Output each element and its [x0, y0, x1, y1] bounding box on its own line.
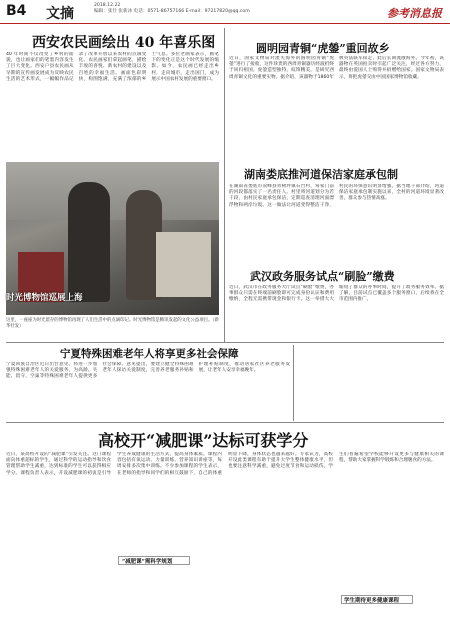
column-divider: [224, 28, 225, 342]
article-5-headline: 宁夏特殊困难老年人将享更多社会保障: [60, 348, 239, 360]
article-3-body: 在湖南省娄底市双峰县青树坪镇石台村，每家门前的河段都落实了一名责任人。村里将河道划分为若干段，由村民家庭承包保洁，定期巡查清理河面漂浮物和两岸垃圾。这一做法让河道变得整洁干净，村民的环保意识明显增强。据当地干部介绍，河道保洁家庭承包制实施以来，全村的河道环境显著改善，群众参与热情高涨。: [229, 184, 444, 208]
page-header: [0, 0, 450, 24]
header-meta: [94, 3, 264, 15]
article-5-body: 宁夏回族自治区近日出台意见，将进一步加强特殊困难老年人的关爱服务，为高龄、失能、留守、空巢等特殊困难老年人提供更多社会保障。意见提出，要建立健全特殊困难老年人探访关爱制度，完善养老服务补贴和护理补贴制度，推动居家社区养老服务发展，让老年人安享幸福晚年。: [6, 362, 290, 380]
article-6-subhead-1: “减肥课”需科学规划: [122, 559, 173, 565]
article-6-headline: 高校开“减肥课”达标可获学分: [98, 431, 309, 450]
article-1-body: 40 年时间不仅改变了乡村的面貌，也让画家们的笔墨内容发生了巨大变化。西安户县农民画从早期的宣传画发展成为反映农民生活的艺术形式，一幅幅作品记录了改革开放以来农村的点滴变化。农民画家们拿起画笔，描绘丰收的喜悦、新农村的建设以及百姓的幸福生活。画面色彩明快，构图饱满，充满了浓郁的乡土气息。多位老画家表示，画笔下的变化正是这个时代发展的缩影。如今，农民画已经走出乡村，走向城市，走出国门，成为展示中国农村发展的重要窗口。: [6, 52, 219, 82]
article-6-subhead-2: 学生期待更多健康课程: [344, 598, 400, 604]
date-line: 2018.12.22: [94, 3, 121, 8]
article-2-headline: 圆明园青铜“虎鎣”重回故乡: [256, 42, 390, 55]
article-3-headline: 湖南娄底推河道保洁家庭承包制: [244, 168, 398, 181]
editor-line: 编辑：张仕 张新沐 电话：0571-86757166 E-mail：97217820@qq.com: [94, 9, 250, 14]
section-title: 文摘: [46, 6, 74, 22]
article-4-body: 近日，武汉市在政务服务大厅试点“刷脸”缴费，办事群众只需在终端前刷脸即可完成身份认证和费用缴纳，全程无需携带现金和银行卡。这一举措大大缩短了群众的办事时间，提升了政务服务效率。据了解，目前试点已覆盖多个服务窗口，后续将在全市范围内推广。: [229, 285, 444, 303]
photo-overlay-title: 时光博物馆巡展上海: [6, 293, 83, 303]
row-divider: [6, 422, 444, 423]
page-number: B4: [6, 3, 27, 19]
photo-caption: 这里，一座座为时光留存的博物馆再现了人们生活中的点滴印记。时光博物馆是腾讯发起的文化公益项目。（新华社发）: [6, 318, 219, 329]
column-divider: [293, 345, 294, 421]
article-1-headline: 西安农民画绘出 40 年喜乐图: [32, 35, 216, 51]
article-2-body: 近日，国家文物局对流失海外的圆明园青铜“虎鎣”进行了接收，这件珍贵的西周青铜器历经波折终于回归祖国。虎鎣造型独特，纹饰精美，是研究西周青铜文化的重要实物。据介绍，该器物于1860年被英法联军掠走，此后长期流散海外。今年初，该器物在英国拍卖时引起广泛关注，经过各方努力，最终由爱国人士购得并捐赠给国家。国家文物局表示，将把虎鎣交由中国国家博物馆收藏。: [229, 56, 444, 80]
row-divider: [6, 342, 444, 343]
masthead-logo: 参考消息报: [387, 7, 442, 20]
article-4-headline: 武汉政务服务试点“刷脸”缴费: [250, 270, 395, 283]
article-6-body: 近日，某高校开设的“减肥课”引发关注。这门课程面向体重超标的学生，通过科学的运动指导和饮食管理帮助学生减重，达到标准的学生可以获得相应学分。课程负责人表示，开设减肥课的初衷是引导学生养成健康的生活方式，提高身体素质。课程内容包括有氧运动、力量训练、营养知识讲座等，每周安排多次集中训练。不少参加课程的学生表示，在老师的指导和同学们的相互鼓励下，自己的体重明显下降，身体状态也越来越好。专家认为，高校开设此类课程有助于提升大学生整体健康水平，但也要注意科学减重，避免过度节食和运动损伤。学生们普遍希望学校能够开设更多与健康相关的课程，帮助大家掌握科学锻炼和合理膳食的方法。: [6, 452, 444, 476]
